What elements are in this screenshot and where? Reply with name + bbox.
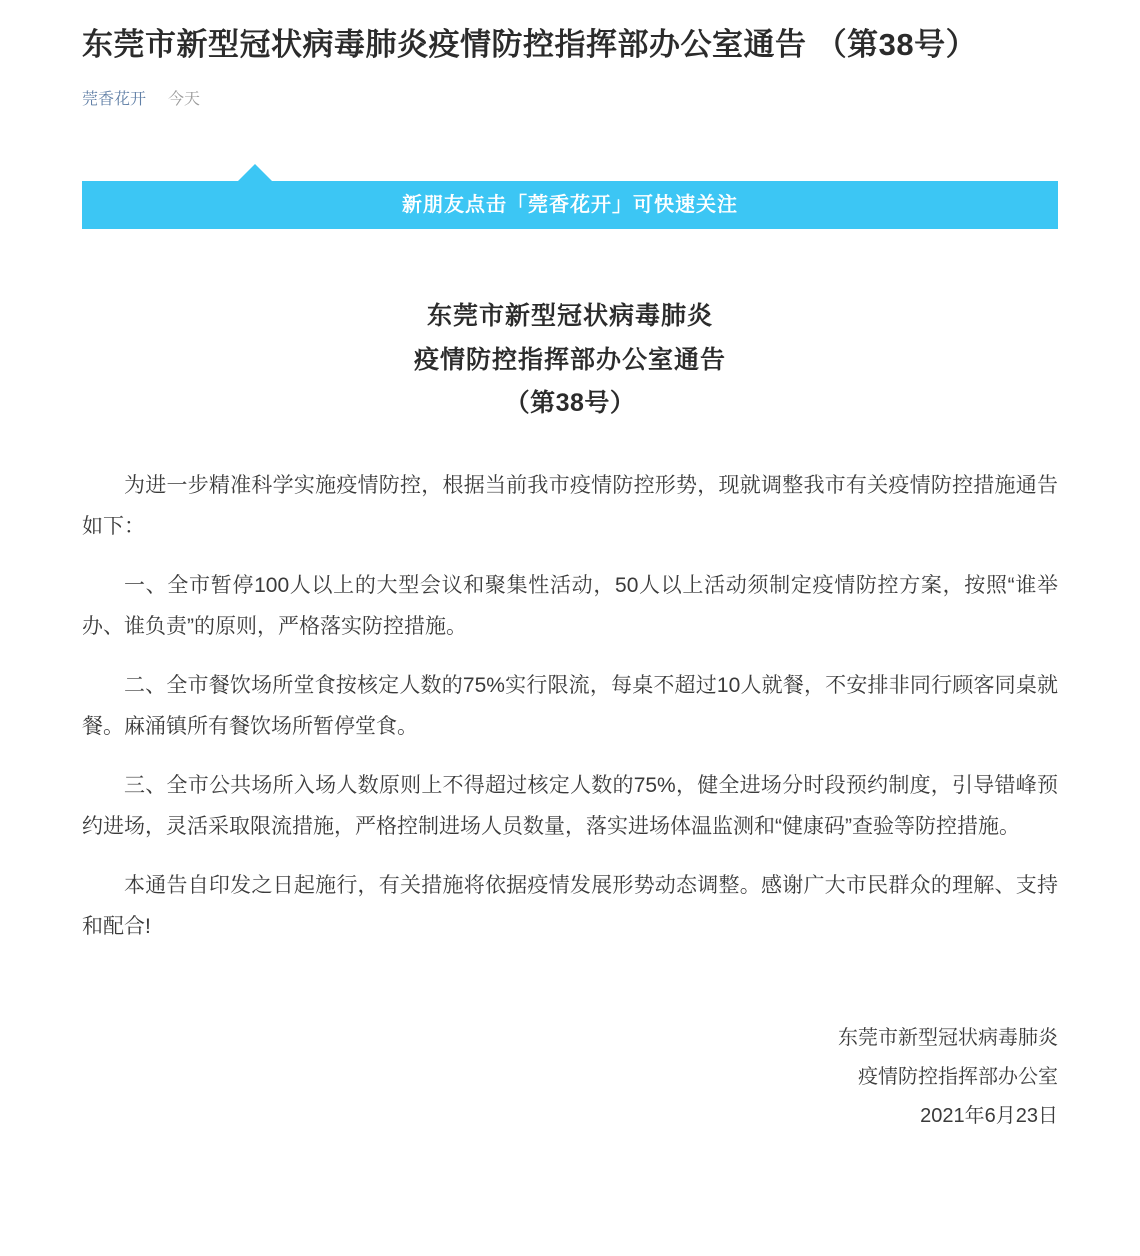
signature-date: 2021年6月23日 xyxy=(920,1105,1058,1128)
arrow-up-icon xyxy=(238,164,272,181)
follow-banner[interactable]: 新朋友点击「莞香花开」可快速关注 xyxy=(82,181,1058,229)
document-heading-line-3: （第38号） xyxy=(504,389,636,418)
follow-banner-container xyxy=(82,181,1058,229)
article-meta xyxy=(82,86,1058,109)
document-heading-line-1: 东莞市新型冠状病毒肺炎 xyxy=(426,301,713,330)
document-signature xyxy=(82,1019,1058,1160)
paragraph-item-1: 一、全市暂停100人以上的大型会议和聚集性活动，50人以上活动须制定疫情防控方案，按照“谁举办、谁负责”的原则，严格落实防控措施。 xyxy=(82,573,1058,638)
signature-line-2: 疫情防控指挥部办公室 xyxy=(858,1066,1058,1089)
account-name-link[interactable]: 莞香花开 xyxy=(82,90,147,108)
document-heading-line-2: 疫情防控指挥部办公室通告 xyxy=(413,345,726,374)
paragraph-item-3: 三、全市公共场所入场人数原则上不得超过核定人数的75%，健全进场分时段预约制度，引导错峰预约进场，灵活采取限流措施，严格控制进场人员数量，落实进场体温监测和“健康码”查验等防控措施。 xyxy=(82,773,1058,838)
document-heading xyxy=(82,295,1058,426)
document-body xyxy=(82,466,1058,947)
paragraph-closing: 本通告自印发之日起施行，有关措施将依据疫情发展形势动态调整。感谢广大市民群众的理解、支持和配合! xyxy=(82,873,1058,938)
publish-date: 今天 xyxy=(168,90,201,108)
paragraph-intro: 为进一步精准科学实施疫情防控，根据当前我市疫情防控形势，现就调整我市有关疫情防控措施通告如下： xyxy=(82,474,1058,539)
page-title: 东莞市新型冠状病毒肺炎疫情防控指挥部办公室通告 （第38号） xyxy=(82,27,978,62)
paragraph-item-2: 二、全市餐饮场所堂食按核定人数的75%实行限流，每桌不超过10人就餐，不安排非同行顾客同桌就餐。麻涌镇所有餐饮场所暂停堂食。 xyxy=(82,673,1058,738)
signature-line-1: 东莞市新型冠状病毒肺炎 xyxy=(838,1027,1058,1050)
